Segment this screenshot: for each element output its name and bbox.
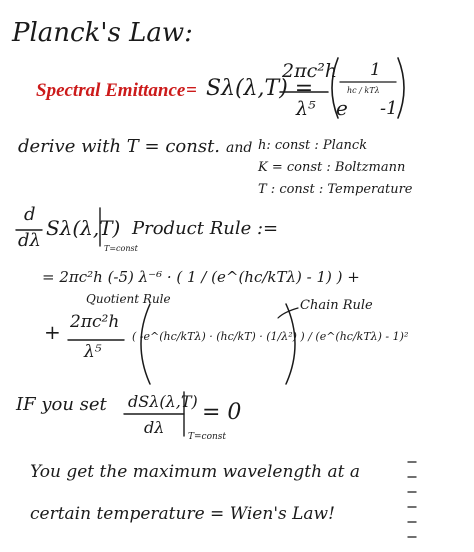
planck-inner-minus-one: -1 <box>380 98 398 119</box>
chain-rule-note: Chain Rule <box>300 298 373 313</box>
deriv-op-top: d <box>24 204 36 225</box>
product-rule-note: Product Rule := <box>132 218 279 239</box>
deriv-subscript: T=const <box>104 244 138 253</box>
quotient-rule-note: Quotient Rule <box>86 292 171 306</box>
spectral-emittance-equals: = <box>186 80 197 101</box>
if-set-subscript: T=const <box>188 432 227 442</box>
deriv-line-2-denominator: λ⁵ <box>84 342 102 362</box>
if-set-numerator: dSλ(λ,T) <box>128 392 198 411</box>
planck-inner-exp: e <box>336 96 348 120</box>
if-set-equals: = 0 <box>202 400 242 425</box>
derive-note: derive with T = const. <box>18 136 221 157</box>
planck-right-paren <box>398 58 404 118</box>
deriv-line-1: = 2πc²h (-5) λ⁻⁶ · ( 1 / (e^(hc/kTλ) - 1) ) + <box>42 268 360 286</box>
constant-planck: h: const : Planck <box>258 138 368 153</box>
deriv-function: Sλ(λ,T) <box>46 216 121 240</box>
deriv-line-2-right-paren <box>286 304 295 384</box>
deriv-op-bottom: dλ <box>18 230 41 251</box>
constant-boltzmann: K = const : Boltzmann <box>258 160 406 175</box>
planck-numerator: 2πc²h <box>282 60 338 82</box>
deriv-line-2-numerator: 2πc²h <box>70 312 120 332</box>
page-title: Planck's Law: <box>12 18 193 48</box>
deriv-line-2-prefix: + <box>44 320 61 344</box>
spectral-emittance-label: Spectral Emittance <box>36 80 186 101</box>
planck-left-paren <box>332 58 338 118</box>
planck-lhs: Sλ(λ,T) = <box>206 76 314 101</box>
if-set-denominator: dλ <box>144 418 165 437</box>
constants-and: and <box>226 140 253 156</box>
conclusion-line-1: You get the maximum wavelength at a <box>30 462 360 482</box>
if-set-text: IF you set <box>16 394 107 415</box>
planck-inner-exp-sup: hc / kTλ <box>347 86 380 95</box>
conclusion-line-2: certain temperature = Wien's Law! <box>30 504 335 524</box>
planck-inner-one: 1 <box>370 60 381 80</box>
deriv-line-2-left-paren <box>141 304 150 384</box>
planck-denominator: λ⁵ <box>296 98 316 120</box>
constant-temperature: T : const : Temperature <box>258 182 413 197</box>
deriv-line-2-body: ( -e^(hc/kTλ) · (hc/kT) · (1/λ²) ) / (e^(hc/kTλ) - 1)² <box>132 330 409 343</box>
